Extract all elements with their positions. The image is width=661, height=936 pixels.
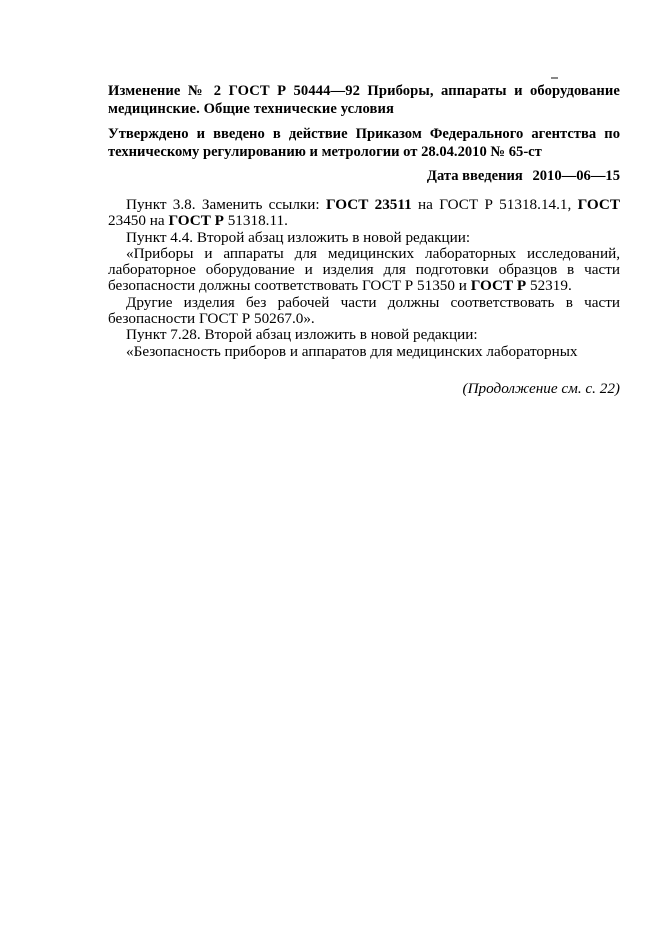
scan-artifact: [551, 77, 558, 79]
amendment-body: [108, 197, 620, 360]
approval-statement: Утверждено и введено в действие Приказом Федерального агентства по техническому регулированию и метрологии от 28.04.2010 № 65-ст: [108, 126, 620, 160]
text: 51318.11.: [223, 212, 288, 230]
reference: ГОСТ: [577, 196, 621, 213]
effective-date-value: 2010—06—15: [532, 168, 620, 184]
paragraph-clause-3-8: [108, 197, 620, 230]
paragraph-clause-4-4-text: [108, 246, 620, 295]
paragraph-other-products: Другие изделия без рабочей части должны соответствовать в части безопасности ГОСТ Р 50267.0».: [108, 293, 620, 328]
reference: ГОСТ Р: [470, 277, 527, 295]
text: Пункт 3.8. Заменить ссылки:: [126, 196, 326, 213]
text: «Приборы и аппараты для медицинских лабораторных исследований, лабораторное оборудование и изделия для подготовки образцов в части безопасности должны соответствовать ГОСТ Р 51350 и: [108, 244, 620, 295]
document-title: Изменение № 2 ГОСТ Р 50444—92 Приборы, аппараты и оборудование медицинские. Общие технические условия: [108, 83, 620, 117]
effective-date: [108, 167, 620, 185]
effective-date-label: Дата введения: [426, 168, 523, 184]
text: на ГОСТ Р 51318.14.1,: [411, 196, 578, 213]
text: 23450 на: [108, 212, 169, 230]
paragraph-clause-4-4: Пункт 4.4. Второй абзац изложить в новой редакции:: [126, 228, 471, 246]
reference: ГОСТ 23511: [325, 196, 412, 213]
document-page: [108, 82, 620, 398]
paragraph-clause-7-28: Пункт 7.28. Второй абзац изложить в новой редакции:: [126, 326, 478, 344]
paragraph-clause-7-28-text: «Безопасность приборов и аппаратов для медицинских лабораторных: [126, 342, 578, 360]
text: 52319.: [526, 277, 572, 295]
continuation-note: (Продолжение см. с. 22): [462, 379, 620, 397]
reference: ГОСТ Р: [168, 212, 224, 230]
